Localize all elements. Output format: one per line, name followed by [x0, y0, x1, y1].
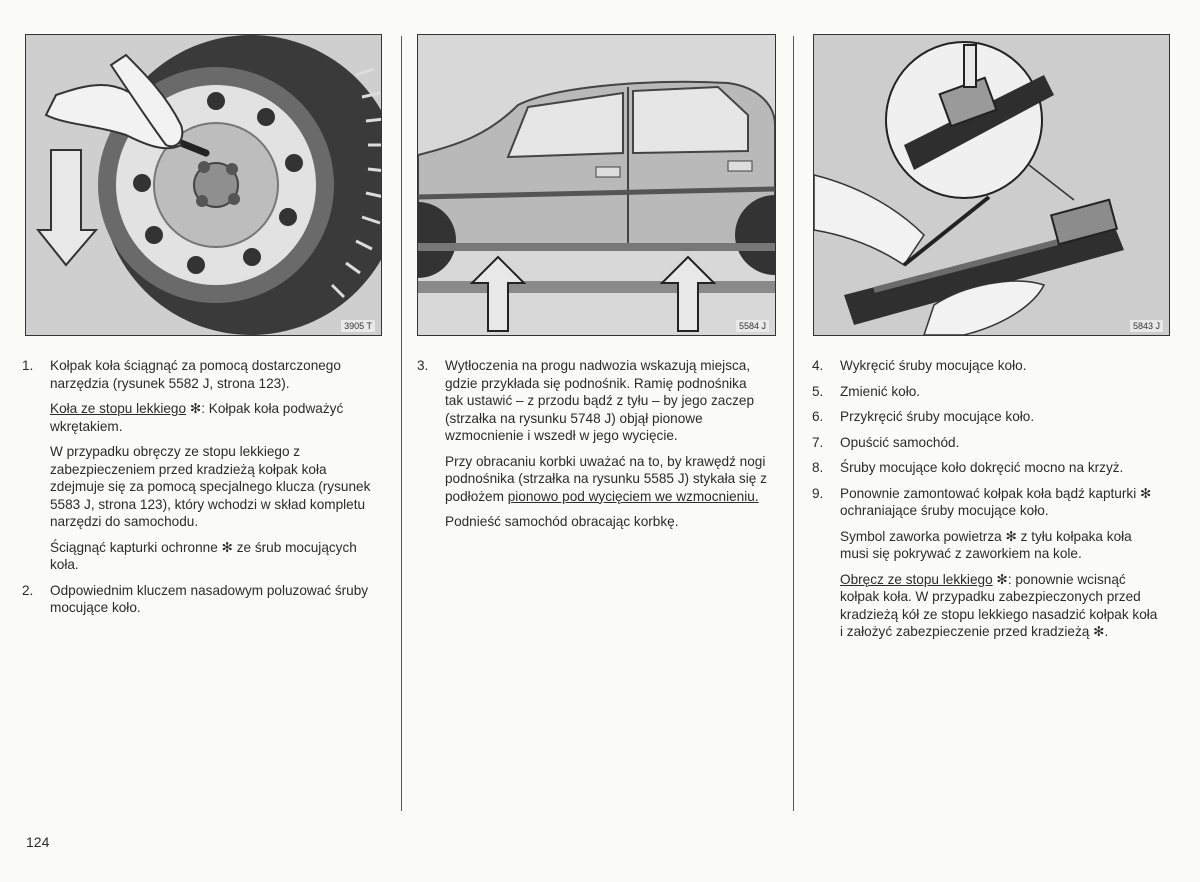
text-column-2 — [417, 357, 767, 539]
paragraph — [22, 539, 372, 574]
alloy-symbol-icon: ✻ — [1005, 528, 1017, 544]
item-text: Wytłoczenia na progu nadwozia wskazują miejsca, gdzie przykłada się podnośnik. Ramię podnośnika tak ustawić – z przodu bądź z tyłu – by jego zaczep (strzałka na rysunku 5748 J) objął pionowe wzmocnienie i wszedł w jego wycięcie. — [445, 358, 755, 443]
paragraph: W przypadku obręczy ze stopu lekkiego z zabezpieczeniem przed kradzieżą kołpak koła zdejmuje się za pomocą specjalnego klucza (rysunek 5583 J, strona 123), który wchodzi w skład kompletu narzędzi do samochodu. — [50, 444, 371, 529]
list-item — [812, 383, 1164, 401]
jack-illustration — [814, 35, 1169, 335]
item-number: 6. — [812, 409, 824, 424]
item-number: 2. — [22, 582, 34, 598]
list-item — [812, 459, 1164, 477]
figure-code: 3905 T — [341, 320, 375, 332]
paragraph — [812, 571, 1164, 641]
item-number: 9. — [812, 485, 824, 501]
list-item — [22, 582, 372, 617]
item-number: 4. — [812, 358, 824, 373]
item-text: Odpowiednim kluczem nasadowym poluzować śruby mocujące koło. — [50, 582, 369, 615]
list-item — [812, 434, 1164, 452]
list-item — [812, 485, 1164, 520]
item-number: 5. — [812, 383, 824, 399]
page-number: 124 — [26, 834, 50, 850]
paragraph-text: Ściągnąć kapturki ochronne — [50, 539, 222, 555]
figure-code: 5584 J — [736, 320, 769, 332]
alloy-symbol-icon: ✻ — [1093, 624, 1105, 639]
text-column-3 — [812, 357, 1164, 649]
alloy-label: Koła ze stopu lekkiego — [50, 401, 187, 416]
column-divider-right — [793, 36, 794, 811]
alloy-symbol-icon: ✻ — [189, 401, 202, 416]
item-number: 8. — [812, 460, 824, 475]
paragraph — [417, 453, 767, 506]
paragraph-text: : ponownie wcisnąć kołpak koła. W przypadku zabezpieczonych przed kradzieżą kół ze stopu lekkiego nasadzić kołpak koła i założyć zabezpieczenie przed kradzieżą — [840, 571, 1158, 639]
list-item — [812, 357, 1164, 375]
paragraph-text: ze śrub mocujących koła. — [50, 539, 357, 572]
item-text: Wykręcić śruby mocujące koło. — [840, 358, 1027, 373]
paragraph-text: Symbol zaworka powietrza — [840, 528, 1006, 544]
paragraph — [22, 400, 372, 435]
paragraph — [812, 528, 1164, 563]
alloy-symbol-icon: ✻ — [221, 539, 233, 555]
underlined-text: pionowo pod wycięciem we wzmocnieniu. — [507, 488, 759, 504]
item-text: Ponownie zamontować kołpak koła bądź kapturki — [840, 485, 1140, 501]
item-text: Opuścić samochód. — [840, 434, 960, 450]
item-text: ochraniające śruby mocujące koło. — [840, 503, 1049, 518]
wheel-illustration — [26, 35, 381, 335]
item-number: 3. — [417, 358, 429, 373]
car-side-illustration — [418, 35, 775, 335]
item-text: Śruby mocujące koło dokręcić mocno na krzyż. — [840, 460, 1124, 475]
list-item — [22, 357, 372, 392]
paragraph: Podnieść samochód obracając korbkę. — [445, 514, 679, 529]
column-divider-left — [401, 36, 402, 811]
figure-wheel-wrench — [25, 34, 382, 336]
item-number: 1. — [22, 358, 34, 373]
alloy-symbol-icon: ✻ — [1140, 485, 1152, 501]
item-text: Przykręcić śruby mocujące koło. — [840, 409, 1035, 424]
item-text: Kołpak koła ściągnąć za pomocą dostarczonego narzędzia (rysunek 5582 J, strona 123). — [50, 358, 341, 391]
item-number: 7. — [812, 434, 824, 450]
paragraph-text: z tyłu kołpaka koła musi się pokrywać z zaworkiem na kole. — [840, 528, 1132, 561]
figure-car-jack-points — [417, 34, 776, 336]
paragraph-text: : Kołpak koła podważyć wkrętakiem. — [50, 401, 344, 434]
list-item — [812, 408, 1164, 426]
text-column-1 — [22, 357, 372, 625]
alloy-label: Obręcz ze stopu lekkiego — [840, 571, 993, 587]
item-text: Zmienić koło. — [840, 383, 921, 399]
paragraph-text: . — [1104, 624, 1109, 639]
figure-jack-detail — [813, 34, 1170, 336]
figure-code: 5843 J — [1130, 320, 1163, 332]
paragraph-text: Przy obracaniu korbki uważać na to, by krawędź nogi podnośnika (strzałka na rysunku 5585 J) stykała się z podłożem — [445, 453, 767, 504]
list-item — [417, 357, 767, 445]
alloy-symbol-icon: ✻ — [996, 571, 1008, 587]
